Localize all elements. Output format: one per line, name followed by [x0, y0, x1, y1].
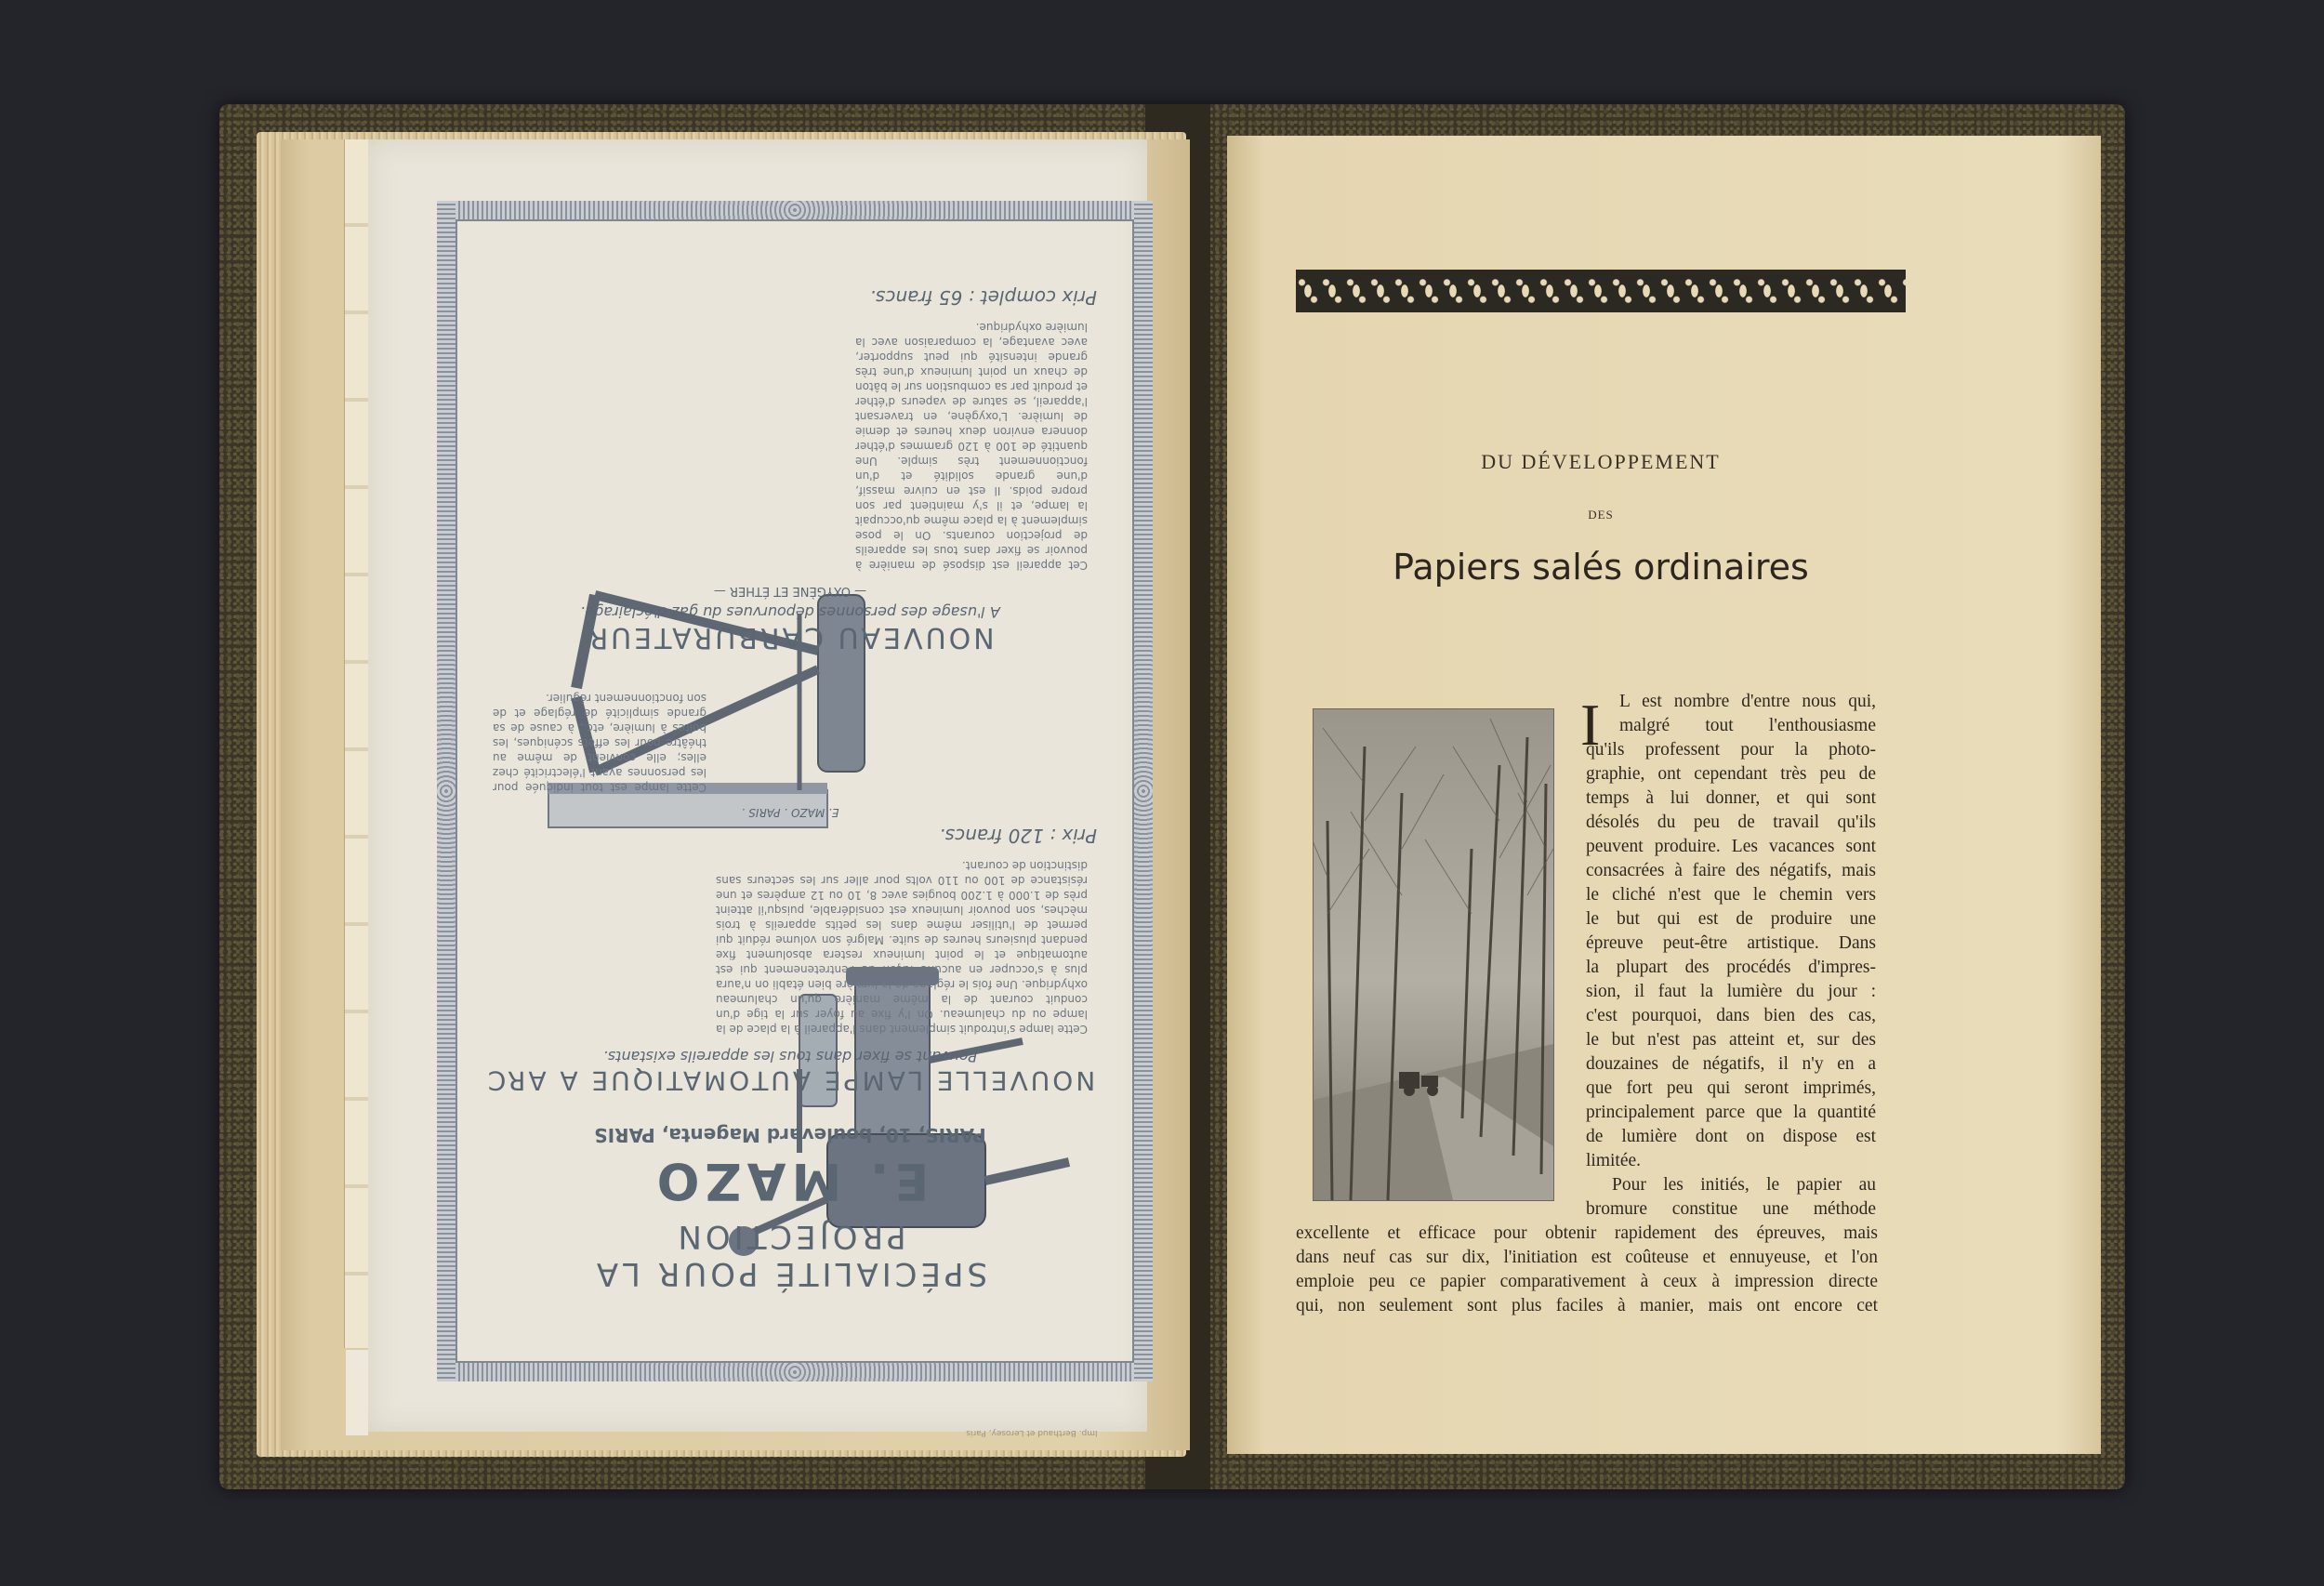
ad-company: E. MAZO — [651, 1152, 930, 1210]
body-line: Pour les initiés, le papier au — [1612, 1175, 1876, 1195]
article-title-line-2: DES — [1588, 508, 1614, 522]
article-title-line-3: Papiers salés ordinaires — [1393, 547, 1809, 588]
ad-product-2-tagline: — OXYGÈNE ET ÉTHER — — [713, 584, 867, 598]
body-line: consacrées à faire des négatifs, mais — [1586, 861, 1876, 880]
ad-product-1-body: Cette lampe s'introduit simplement dans l'appareil à la place de la lampe ou du chalumeau. On l'y fixe au foyer sur la tige d'un conduit courant de la même manière qu'un chalumeau oxhydrique. Une fois le réglage de la lumière bien établi on n'aura plus à s'occuper en aucune façon de l'entretenement qui est automatique et le point lumineux restera absolument fixe pendant plusieurs heures de suite. Malgré son volume réduit qui permet de l'utiliser même dans les petits appareils à trois mèches, son pouvoir lumineux est considérable, puisqu'il atteint près de 1.000 à 1.200 bougies avec 8, 10 ou 12 ampères et une résistance de 100 ou 110 volts pour aller sur les secteurs sans distinction de courant. — [716, 859, 1088, 1036]
article-body-narrow — [1586, 690, 1876, 1222]
ad-product-2-title: NOUVEAU CARBURATEUR — [586, 621, 995, 654]
ornamental-headband — [1296, 270, 1906, 312]
body-line: qu'ils professent pour la photo- — [1586, 740, 1876, 760]
article-title-line-1: DU DÉVELOPPEMENT — [1481, 450, 1721, 473]
body-line: excellente et efficace pour obtenir rapidement des épreuves, mais — [1296, 1223, 1878, 1243]
ad-address: PARIS, 10, boulevard Magenta, PARIS — [594, 1124, 986, 1146]
frame-band-top — [437, 201, 1153, 219]
ad-heading: SPÉCIALITÉ POUR LA PROJECTION — [592, 1218, 988, 1292]
page-tab-white — [346, 1350, 368, 1435]
body-line: c'est pourquoi, dans bien des cas, — [1586, 1006, 1876, 1025]
body-line: le cliché n'est que le chemin vers — [1586, 885, 1876, 905]
body-line: peuvent produire. Les vacances sont — [1586, 837, 1876, 856]
advertisement-text — [483, 251, 1097, 1292]
article-body-wide — [1296, 1222, 1878, 1318]
page-tabs — [344, 139, 369, 1348]
ad-product-1-price: Prix : 120 francs. — [939, 825, 1097, 847]
ad-product-2-price: Prix complet : 65 francs. — [869, 286, 1097, 309]
ad-product-1-subtitle: Pouvant se fixer dans tous les appareils existants. — [602, 1048, 978, 1065]
body-line: bromure constitue une méthode — [1586, 1199, 1876, 1219]
ad-product-1-note: Cette lampe est tout indiquée pour les personnes ayant l'électricité chez elles; elle convient de même au théâtre pour les effets scéniques, les boîtes à lumière, etc., à cause de sa grande simplicité de réglage et de son fonctionnement régulier. — [493, 692, 706, 794]
frame-band-right — [1134, 201, 1153, 1381]
body-line: épreuve peut-être artistique. Dans — [1586, 933, 1876, 953]
ad-product-2-subtitle: A l'usage des personnes dépourvues du gaz d'éclairage. — [580, 603, 1000, 621]
ad-product-2-body: Cet appareil est disposé de manière à pouvoir se fixer dans tous les appareils de projection courants. On le pose simplement à la place même qu'occupait la lampe, et il s'y maintient par son propre poids. Il est en cuivre massif, d'une grande solidité et d'un fonctionnement très simple. Une quantité de 100 à 120 grammes d'éther donnera environ deux heures et demie de lumière. L'oxygène, en traversant l'appareil, se sature de vapeurs d'éther et produit par sa combustion sur le bâton de chaux un point lumineux d'une très grande intensité qui peut supporter, avec avantage, la comparaison avec la lumière oxhydrique. — [855, 321, 1088, 572]
body-line: limitée. — [1586, 1151, 1642, 1170]
body-line: le but n'est pas atteint et, sur des — [1586, 1030, 1876, 1050]
body-line: que fort peu qui seront imprimés, — [1586, 1078, 1876, 1098]
body-line: emploie peu ce papier comparativement à ceux à impression directe — [1296, 1272, 1878, 1291]
body-line: le but qui est de produire une — [1586, 909, 1876, 929]
body-line: malgré tout l'enthousiasme — [1619, 716, 1876, 735]
body-line: qui, non seulement sont plus faciles à manier, mais ont encore cet — [1296, 1296, 1878, 1315]
ad-product-1-engraving: E. MAZO . PARIS . — [741, 806, 839, 819]
ad-product-1-title: NOUVELLE LAMPE AUTOMATIQUE A ARC — [484, 1065, 1096, 1096]
frame-band-bottom — [437, 1363, 1153, 1381]
body-line: L est nombre d'entre nous qui, — [1619, 692, 1876, 711]
drop-cap: I — [1580, 692, 1601, 758]
body-line: graphie, ont cependant très peu de — [1586, 764, 1876, 784]
body-line: douzaines de négatifs, il n'y en a — [1586, 1054, 1876, 1074]
body-line: la plupart des procédés d'impres- — [1586, 958, 1876, 977]
body-line: désolés du peu de travail qu'ils — [1586, 813, 1876, 832]
forest-path-image — [1314, 709, 1553, 1200]
body-line: sion, il faut la lumière du jour : — [1586, 982, 1876, 1001]
body-line: de lumière dont on dispose est — [1586, 1127, 1876, 1146]
article-photograph — [1313, 708, 1554, 1201]
body-line: dans neuf cas sur dix, l'initiation est coûteuse et ennuyeuse, et l'on — [1296, 1248, 1878, 1267]
body-line: principalement parce que la quantité — [1586, 1103, 1876, 1122]
frame-band-left — [437, 201, 456, 1381]
body-line: temps à lui donner, et qui sont — [1586, 788, 1876, 808]
ad-imprint: Imp. Berthaud et Lerosey, Paris — [966, 1428, 1098, 1437]
